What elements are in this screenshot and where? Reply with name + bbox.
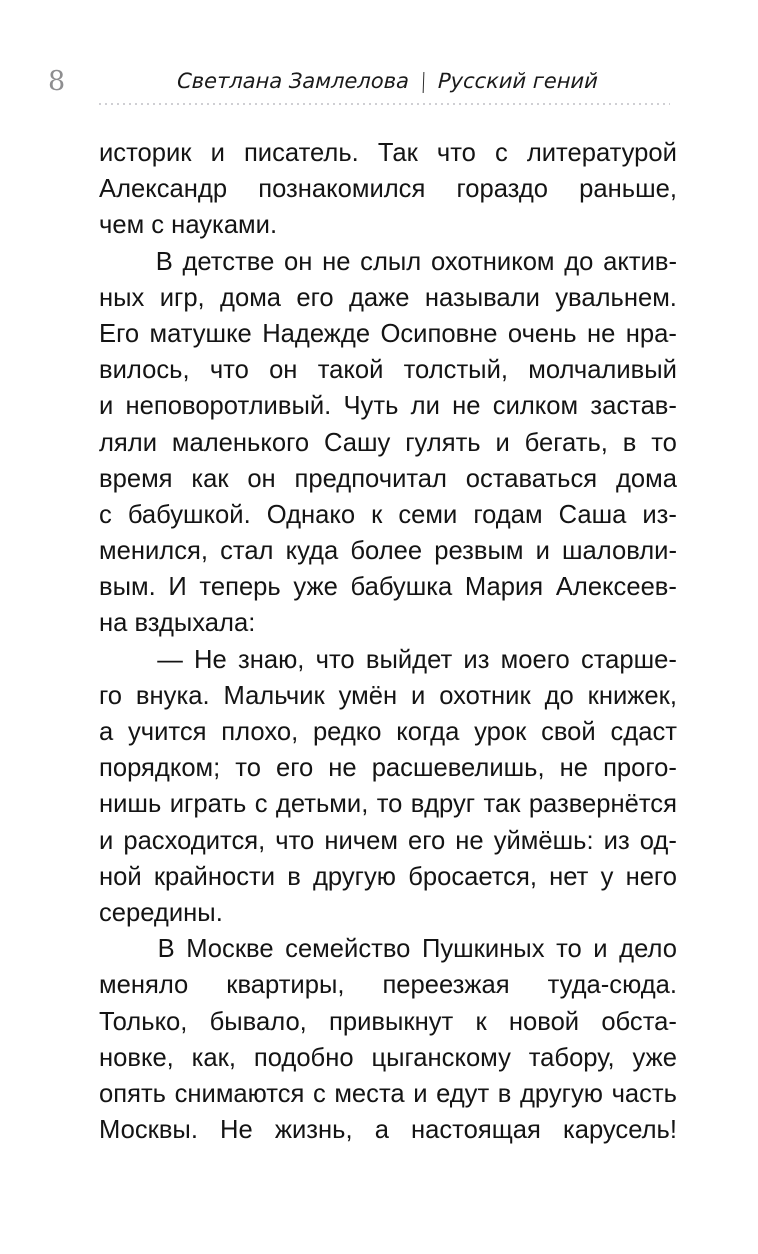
word: переезжая [382, 971, 510, 1000]
word: и [535, 537, 550, 566]
word: плохо, [221, 718, 299, 746]
word: стал [220, 537, 274, 566]
text-line [99, 280, 677, 316]
word: В [157, 935, 175, 964]
word: как, [191, 1043, 236, 1072]
word: подобно [253, 1043, 354, 1072]
word: детьми, [275, 790, 369, 819]
word: с [99, 500, 112, 529]
word: предпочитал [294, 464, 447, 493]
word: то [376, 790, 403, 819]
word: его [408, 826, 446, 855]
text-line [99, 425, 677, 461]
word: часть [611, 1079, 677, 1108]
word: обста- [601, 1007, 677, 1036]
word: Так [377, 139, 418, 167]
word: дома [220, 283, 282, 312]
word: охотник [439, 681, 531, 710]
word: раньше, [579, 175, 677, 204]
text-line [99, 605, 677, 641]
word: Его [99, 319, 140, 348]
word: до [544, 681, 574, 710]
word: едут [436, 1079, 490, 1108]
word: новке, [99, 1043, 174, 1072]
word: то [235, 754, 261, 783]
word: Москве [186, 935, 274, 964]
word: Алексеев- [555, 573, 677, 602]
word: туда-сюда. [547, 971, 677, 1000]
word: ной [99, 862, 142, 891]
text-line [99, 1112, 677, 1148]
word: из [603, 826, 630, 855]
word: новой [508, 1007, 580, 1036]
text-line [99, 171, 677, 207]
word: ляли [99, 428, 158, 457]
running-head-author: Светлана Замлелова [176, 69, 410, 93]
text-line [99, 135, 677, 171]
word: менился, [99, 537, 208, 566]
text-line [99, 1076, 677, 1112]
word: историк [99, 139, 192, 167]
word: гораздо [456, 175, 549, 204]
word: годам [473, 500, 543, 529]
word: играть [169, 790, 247, 819]
word: и [99, 392, 114, 421]
word: расходится, [123, 826, 266, 855]
word: увальнем. [555, 283, 677, 312]
word: с [494, 139, 508, 167]
word: литературой [526, 139, 677, 167]
word: и [593, 935, 608, 964]
word: другую [519, 1079, 603, 1108]
body-text [99, 135, 677, 1148]
word: расшевелишь, [371, 754, 545, 783]
word: не [559, 754, 589, 783]
word: застав- [590, 392, 677, 421]
word: Чуть [343, 392, 399, 421]
word: резвым [434, 537, 524, 566]
word: он [247, 464, 276, 493]
text-line [99, 388, 677, 424]
word: жизнь, [274, 1116, 353, 1145]
paragraph [99, 642, 677, 932]
word: в [287, 862, 301, 891]
word: него [625, 862, 677, 891]
word: из [463, 645, 490, 674]
text-line [99, 859, 677, 895]
word: то [651, 428, 677, 457]
word: опять [99, 1079, 167, 1108]
word: Пушкиных [421, 935, 545, 964]
text-line [99, 786, 677, 822]
text-line [99, 1004, 677, 1040]
word: Не [220, 1116, 253, 1145]
word: познакомился [258, 175, 426, 204]
word: другую [313, 862, 397, 891]
word: что [436, 139, 476, 167]
word: И [168, 573, 187, 602]
word: когда [396, 718, 460, 746]
word: у [600, 862, 614, 891]
word: Сашу [323, 428, 391, 457]
word: что [315, 645, 355, 674]
word: время [99, 464, 173, 493]
text-line [99, 207, 677, 243]
word: а [374, 1116, 389, 1145]
word: матушке [149, 319, 252, 348]
word: вдруг [410, 790, 476, 819]
word: гулять [405, 428, 481, 457]
word: и [210, 139, 225, 167]
word: Мальчик [223, 681, 325, 710]
word: писатель. [243, 139, 359, 167]
word: нет [549, 862, 589, 891]
word: бывало, [209, 1007, 307, 1036]
text-line [99, 244, 677, 280]
text-line [99, 967, 677, 1003]
word: сдаст [610, 718, 677, 746]
text-line [99, 1040, 677, 1076]
word: называли [424, 283, 540, 312]
text-line [99, 316, 677, 352]
word: книжек, [587, 681, 677, 710]
word: бабушка [350, 573, 453, 602]
word: не [322, 247, 351, 276]
word: прого- [603, 754, 677, 783]
word: неповоротливый. [125, 392, 332, 421]
running-head-book-title: Русский гений [437, 69, 599, 93]
running-head-dotted-rule [99, 103, 670, 105]
word: шаловли- [562, 537, 677, 566]
text-line [99, 750, 677, 786]
word: детстве [182, 247, 275, 276]
word: охотником [430, 247, 555, 276]
word: очень [507, 319, 577, 348]
word: Не [194, 645, 227, 674]
text-line [99, 895, 677, 931]
text-line [99, 931, 677, 967]
word: ных [99, 283, 145, 312]
text-line [99, 352, 677, 388]
word: а [99, 718, 114, 746]
paragraph [99, 244, 677, 642]
word: как [191, 464, 229, 493]
word: не [452, 392, 481, 421]
word: свой [541, 718, 596, 746]
word: даже [349, 283, 410, 312]
word: молчаливый [528, 356, 677, 385]
word: вым. [99, 573, 156, 602]
word: Только, [99, 1007, 188, 1036]
word: старше- [580, 645, 677, 674]
word: к [371, 500, 383, 529]
word: урок [474, 718, 527, 746]
word: привыкнут [329, 1007, 454, 1036]
word: и [413, 1079, 428, 1108]
word: развернётся [528, 790, 677, 819]
word: то [556, 935, 582, 964]
word: нишь [99, 790, 162, 819]
word: бегать, [524, 428, 608, 457]
word: карусель! [562, 1116, 677, 1145]
word: слыл [360, 247, 422, 276]
word: ничем [324, 826, 398, 855]
word: табору, [528, 1043, 615, 1072]
text-line [99, 533, 677, 569]
word: Москвы. [99, 1116, 198, 1145]
word: выйдет [365, 645, 453, 674]
running-head-separator: | [419, 69, 428, 93]
word: в [622, 428, 637, 457]
word: меняло [99, 971, 189, 1000]
word: Надежде [262, 319, 371, 348]
word: учится [128, 718, 207, 746]
word: куда [285, 537, 339, 566]
word: знаю, [237, 645, 305, 674]
word: — [157, 645, 183, 674]
word: силком [492, 392, 579, 421]
word: семейство [285, 935, 411, 964]
paragraph [99, 931, 677, 1148]
word: на вздыхала: [99, 609, 256, 638]
word: ли [410, 392, 440, 421]
running-head-title [98, 66, 676, 96]
text-line [99, 569, 677, 605]
text-line [99, 823, 677, 859]
word: игр, [159, 283, 205, 312]
word: Александр [99, 175, 228, 204]
word: актив- [603, 247, 677, 276]
word: Саша [558, 500, 627, 529]
word: нра- [625, 319, 677, 348]
running-head [0, 66, 758, 112]
word: и [99, 826, 114, 855]
word: места [334, 1079, 405, 1108]
word: моего [500, 645, 570, 674]
text-line [99, 642, 677, 678]
word: дома [615, 464, 677, 493]
word: что [209, 356, 249, 385]
word: теперь [199, 573, 281, 602]
word: середины. [99, 898, 223, 927]
word: такой [317, 356, 384, 385]
word: дело [619, 935, 677, 964]
word: и [411, 681, 426, 710]
word: с [254, 790, 268, 819]
word: Мария [464, 573, 544, 602]
word: до [564, 247, 594, 276]
text-line [99, 461, 677, 497]
text-line [99, 497, 677, 533]
word: к [475, 1007, 487, 1036]
word: настоящая [411, 1116, 541, 1145]
word: Осиповне [380, 319, 498, 348]
word: редко [312, 718, 382, 746]
word: не [328, 754, 357, 783]
word: не [455, 826, 484, 855]
word: он [269, 356, 298, 385]
word: Однако [266, 500, 356, 529]
text-line [99, 678, 677, 714]
word: бабушкой. [127, 500, 251, 529]
word: и [495, 428, 510, 457]
word: толстый, [403, 356, 508, 385]
word: внука. [135, 681, 210, 710]
word: оставаться [465, 464, 598, 493]
word: крайности [153, 862, 276, 891]
word: уже [293, 573, 338, 602]
word: уймёшь: [493, 826, 594, 855]
word: так [483, 790, 521, 819]
word: чем с науками. [99, 211, 278, 240]
page-number: 8 [48, 66, 66, 97]
word: его [296, 283, 334, 312]
word: не [587, 319, 616, 348]
paragraph [99, 135, 677, 244]
word: маленького [171, 428, 310, 457]
word: с [312, 1079, 326, 1108]
word: в [497, 1079, 512, 1108]
word: го [99, 681, 123, 710]
word: бросается, [408, 862, 537, 891]
word: семи [398, 500, 458, 529]
word: вилось, [99, 356, 190, 385]
word: В [155, 247, 173, 276]
word: более [350, 537, 423, 566]
word: уже [632, 1043, 677, 1072]
word: од- [639, 826, 677, 855]
word: снимаются [174, 1079, 305, 1108]
word: он [284, 247, 313, 276]
word: порядком; [99, 754, 221, 783]
text-line [99, 714, 677, 750]
word: что [275, 826, 315, 855]
word: его [276, 754, 314, 783]
word: из- [642, 500, 677, 529]
word: умён [338, 681, 398, 710]
word: цыганскому [371, 1043, 511, 1072]
word: квартиры, [226, 971, 345, 1000]
